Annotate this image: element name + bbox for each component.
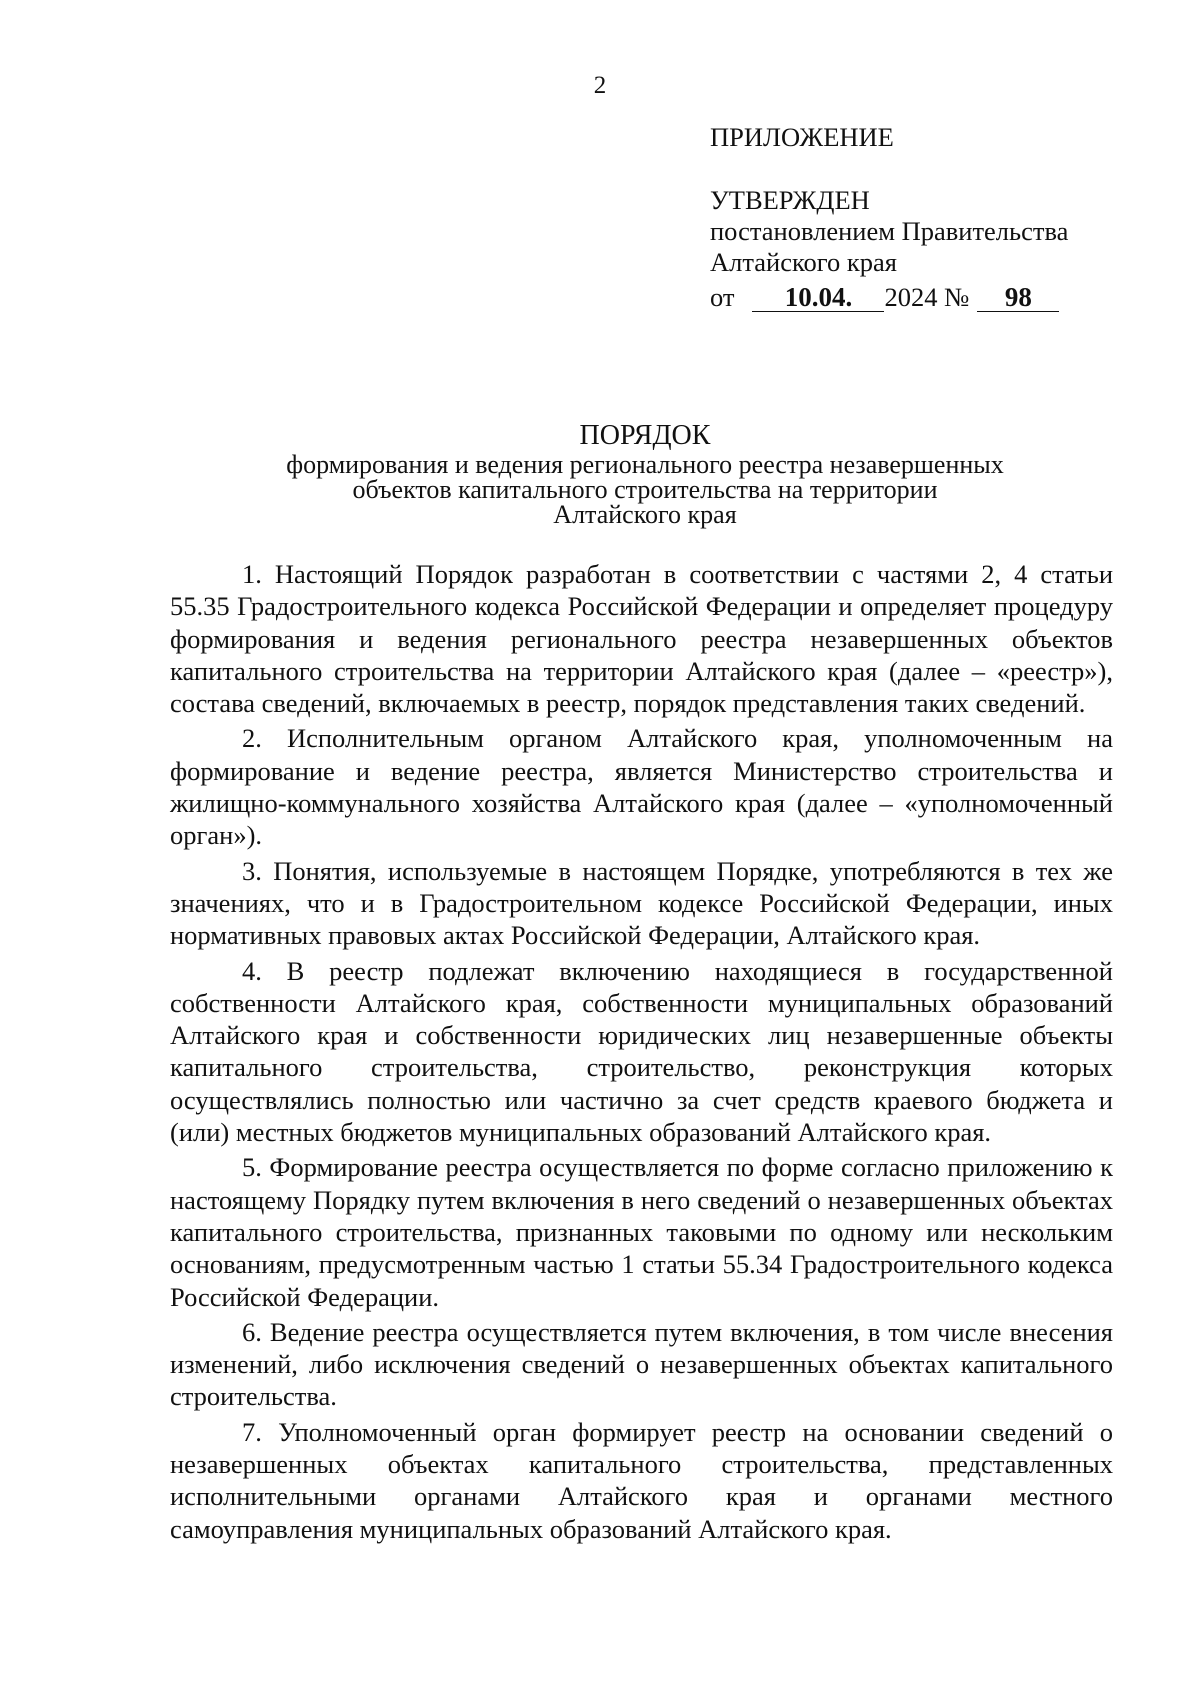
paragraph: 2. Исполнительным органом Алтайского края, уполномоченным на формирование и ведение реестра, является Министерство строительства и жилищно-коммунального хозяйства Алтайского края (далее – «уполномоченный орган»). [170, 723, 1113, 851]
resolution-number: 98 [977, 283, 1059, 312]
paragraph: 3. Понятия, используемые в настоящем Порядке, употребляются в тех же значениях, что и в Градостроительном кодексе Российской Федерации, иных нормативных правовых актах Российской Федерации, Алтайского края. [170, 855, 1113, 951]
paragraph: 5. Формирование реестра осуществляется по форме согласно приложению к настоящему Порядку путем включения в него сведений о незавершенных объектах капитального строительства, признанных таковыми по одному или нескольким основаниям, предусмотренным частью 1 статьи 55.34 Градостроительного кодекса Российской Федерации. [170, 1152, 1113, 1312]
page-number: 2 [593, 72, 607, 99]
paragraph: 4. В реестр подлежат включению находящиеся в государственной собственности Алтайского края, собственности муниципальных образований Алтайского края и собственности юридических лиц незавершенные объекты капитального строительства, строительство, реконструкция которых осуществлялись полностью или частично за счет средств краевого бюджета и (или) местных бюджетов муниципальных образований Алтайского края. [170, 955, 1113, 1148]
approval-stamp-block [710, 122, 1068, 313]
resolution-year: 2024 № [884, 282, 970, 312]
appendix-heading: ПРИЛОЖЕНИЕ [710, 122, 894, 152]
resolution-date: 10.04. [752, 283, 884, 312]
title-line-2: объектов капитального строительства на территории [352, 475, 938, 504]
approved-by-region: Алтайского края [710, 247, 897, 277]
from-label: от [710, 282, 735, 312]
title-line-3: Алтайского края [553, 500, 737, 529]
approved-label: УТВЕРЖДЕН [710, 185, 870, 215]
title-main: ПОРЯДОК [579, 420, 711, 451]
document-title [0, 420, 1200, 527]
resolution-date-line [710, 282, 1068, 313]
paragraph: 7. Уполномоченный орган формирует реестр на основании сведений о незавершенных объектах капитального строительства, представленных исполнительными органами Алтайского края и органами местного самоуправления муниципальных образований Алтайского края. [170, 1416, 1113, 1544]
approved-by-line: постановлением Правительства [710, 216, 1069, 246]
paragraph: 1. Настоящий Порядок разработан в соответствии с частями 2, 4 статьи 55.35 Градостроительного кодекса Российской Федерации и определяет процедуру формирования и ведения регионального реестра незавершенных объектов капитального строительства на территории Алтайского края (далее – «реестр»), состава сведений, включаемых в реестр, порядок представления таких сведений. [170, 559, 1113, 719]
title-line-1: формирования и ведения регионального реестра незавершенных [286, 450, 1004, 479]
document-body [170, 558, 1113, 1545]
paragraph: 6. Ведение реестра осуществляется путем включения, в том числе внесения изменений, либо исключения сведений о незавершенных объектах капитального строительства. [170, 1316, 1113, 1412]
